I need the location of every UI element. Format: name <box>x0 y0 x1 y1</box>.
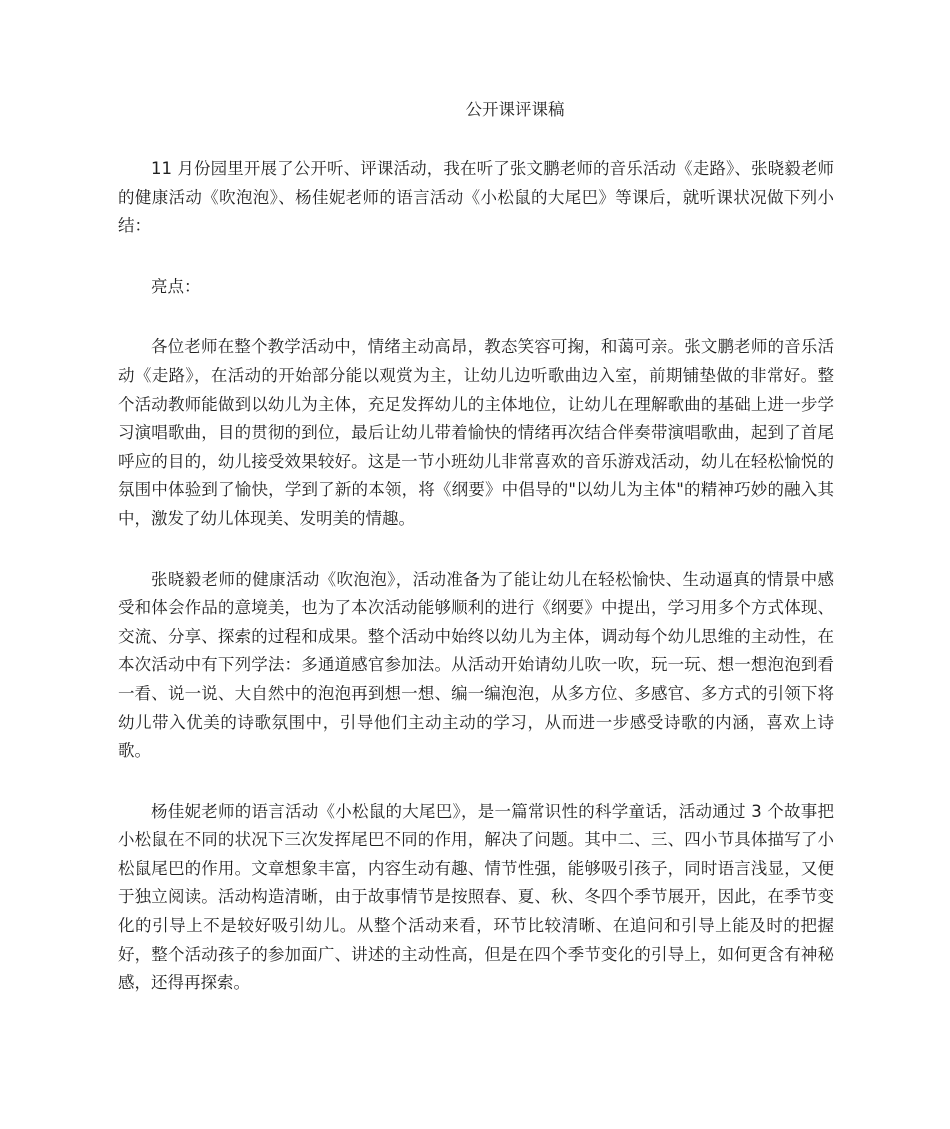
review-paragraph-music: 各位老师在整个教学活动中，情绪主动高昂，教态笑容可掬，和蔼可亲。张文鹏老师的音乐活动《走路》，在活动的开始部分能以观赏为主，让幼儿边听歌曲边入室，前期铺垫做的非常好。整个活动教师能做到以幼儿为主体，充足发挥幼儿的主体地位，让幼儿在理解歌曲的基础上进一步学习演唱歌曲，目的贯彻的到位，最后让幼儿带着愉快的情绪再次结合伴奏带演唱歌曲，起到了首尾呼应的目的，幼儿接受效果较好。这是一节小班幼儿非常喜欢的音乐游戏活动，幼儿在轻松愉悦的氛围中体验到了愉快，学到了新的本领，将《纲要》中倡导的"以幼儿为主体"的精神巧妙的融入其中，激发了幼儿体现美、发明美的情趣。 <box>118 337 834 528</box>
review-paragraph-health: 张晓毅老师的健康活动《吹泡泡》，活动准备为了能让幼儿在轻松愉快、生动逼真的情景中感受和体会作品的意境美，也为了本次活动能够顺利的进行《纲要》中提出，学习用多个方式体现、交流、分享、探索的过程和成果。整个活动中始终以幼儿为主体，调动每个幼儿思维的主动性，在本次活动中有下列学法：多通道感官参加法。从活动开始请幼儿吹一吹，玩一玩、想一想泡泡到看一看、说一说、大自然中的泡泡再到想一想、编一编泡泡，从多方位、多感官、多方式的引领下将幼儿带入优美的诗歌氛围中，引导他们主动主动的学习，从而进一步感受诗歌的内涵，喜欢上诗歌。 <box>118 569 834 761</box>
document-body <box>118 155 834 1030</box>
document-title: 公开课评课稿 <box>465 100 565 119</box>
highlights-heading: 亮点： <box>151 276 201 296</box>
intro-paragraph: 11 月份园里开展了公开听、评课活动，我在听了张文鹏老师的音乐活动《走路》、张晓毅老师的健康活动《吹泡泡》、杨佳妮老师的语言活动《小松鼠的大尾巴》等课后，就听课状况做下列小结： <box>118 159 834 236</box>
review-paragraph-language: 杨佳妮老师的语言活动《小松鼠的大尾巴》，是一篇常识性的科学童话，活动通过 3 个故事把小松鼠在不同的状况下三次发挥尾巴不同的作用，解决了问题。其中二、三、四小节具体描写了小松鼠尾巴的作用。文章想象丰富，内容生动有趣、情节性强，能够吸引孩子，同时语言浅显，又便于独立阅读。活动构造清晰，由于故事情节是按照春、夏、秋、冬四个季节展开，因此，在季节变化的引导上不是较好吸引幼儿。从整个活动来看，环节比较清晰、在追问和引导上能及时的把握好，整个活动孩子的参加面广、讲述的主动性高，但是在四个季节变化的引导上，如何更含有神秘感，还得再探索。 <box>118 801 834 993</box>
